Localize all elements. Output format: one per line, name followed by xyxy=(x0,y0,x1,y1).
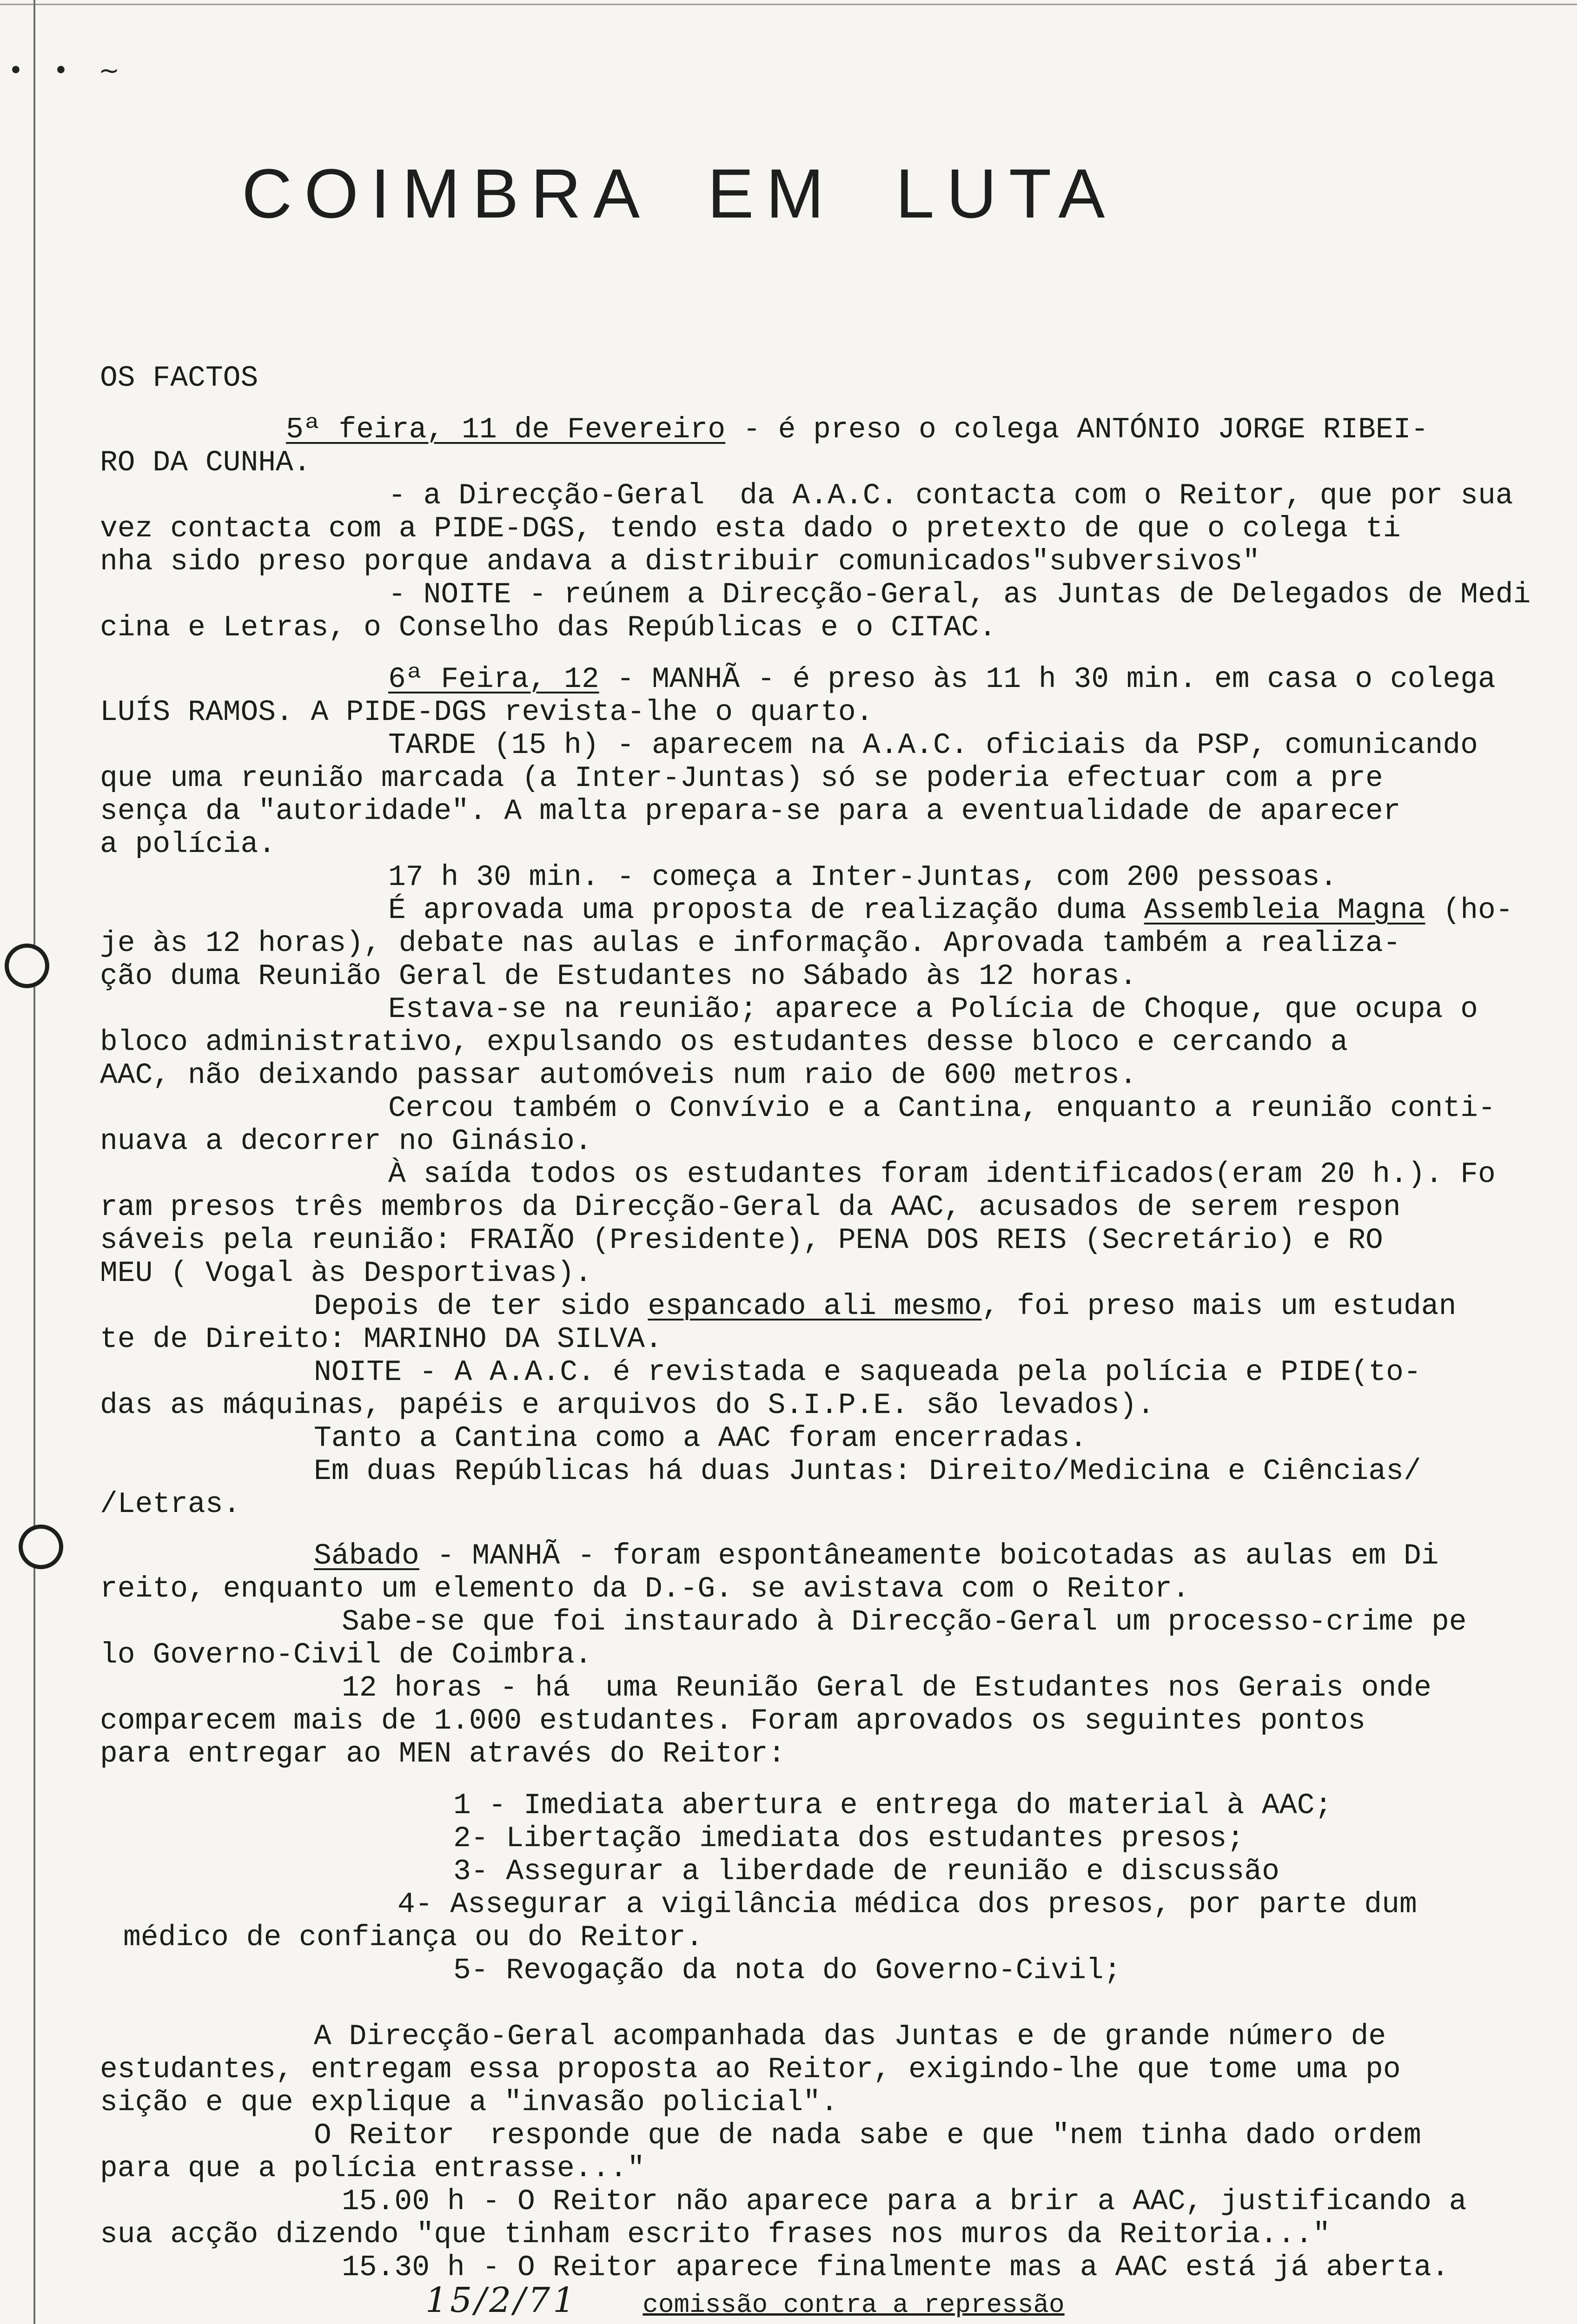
text-line: 12 horas - há uma Reunião Geral de Estudantes nos Gerais onde xyxy=(342,1671,1431,1704)
date-heading: 5ª feira, 11 de Fevereiro xyxy=(286,413,726,446)
text-line: nuava a decorrer no Ginásio. xyxy=(100,1125,592,1158)
committee-signature: comissão contra a repressão xyxy=(643,2290,1065,2320)
text-line: - NOITE - reúnem a Direcção-Geral, as Juntas de Delegados de Medi xyxy=(388,578,1531,611)
text-line: TARDE (15 h) - aparecem na A.A.C. oficiais da PSP, comunicando xyxy=(388,729,1478,762)
text-line: Estava-se na reunião; aparece a Polícia de Choque, que ocupa o xyxy=(388,993,1478,1026)
text-line: lo Governo-Civil de Coimbra. xyxy=(100,1638,592,1671)
text-line: sáveis pela reunião: FRAIÃO (Presidente), PENA DOS REIS (Secretário) e RO xyxy=(100,1224,1383,1257)
text-line: O Reitor responde que de nada sabe e que "nem tinha dado ordem xyxy=(314,2119,1421,2152)
demand-item: 1 - Imediata abertura e entrega do material à AAC; xyxy=(453,1789,1332,1822)
text-line: À saída todos os estudantes foram identificados(eram 20 h.). Fo xyxy=(388,1158,1496,1191)
demand-item: médico de confiança ou do Reitor. xyxy=(123,1921,703,1954)
underlined-phrase: espancado ali mesmo xyxy=(648,1290,982,1323)
text-line: vez contacta com a PIDE-DGS, tendo esta dado o pretexto de que o colega ti xyxy=(100,512,1401,545)
text-line: sença da "autoridade". A malta prepara-se para a eventualidade de aparecer xyxy=(100,795,1401,828)
text-line: je às 12 horas), debate nas aulas e informação. Aprovada também a realiza- xyxy=(100,927,1401,960)
text-line: reito, enquanto um elemento da D.-G. se avistava com o Reitor. xyxy=(100,1572,1190,1605)
document-title: COIMBRA EM LUTA xyxy=(242,154,1117,232)
corner-ink-marks: • • ~ xyxy=(8,56,131,85)
demand-item: 2- Libertação imediata dos estudantes presos; xyxy=(453,1822,1245,1855)
date-heading: Sábado xyxy=(314,1539,419,1572)
handwritten-date: 15/2/71 xyxy=(425,2280,578,2320)
text-line: comparecem mais de 1.000 estudantes. Foram aprovados os seguintes pontos xyxy=(100,1704,1366,1737)
text-line: /Letras. xyxy=(100,1488,241,1521)
text-line: A Direcção-Geral acompanhada das Juntas e de grande número de xyxy=(314,2020,1386,2053)
text-line: cina e Letras, o Conselho das Repúblicas e o CITAC. xyxy=(100,611,997,644)
demand-item: 3- Assegurar a liberdade de reunião e discussão xyxy=(453,1855,1279,1888)
text-line: que uma reunião marcada (a Inter-Juntas) só se poderia efectuar com a pre xyxy=(100,762,1383,795)
text-line: para que a polícia entrasse..." xyxy=(100,2152,645,2185)
demand-item: 5- Revogação da nota do Governo-Civil; xyxy=(453,1954,1121,1987)
text-line: É aprovada uma proposta de realização duma Assembleia Magna (ho- xyxy=(388,894,1513,927)
text-line: - a Direcção-Geral da A.A.C. contacta com o Reitor, que por sua xyxy=(388,479,1513,512)
text-line: ção duma Reunião Geral de Estudantes no Sábado às 12 horas. xyxy=(100,960,1137,993)
text-line: a polícia. xyxy=(100,828,276,861)
text-line: bloco administrativo, expulsando os estudantes desse bloco e cercando a xyxy=(100,1026,1348,1059)
text-line: te de Direito: MARINHO DA SILVA. xyxy=(100,1323,663,1356)
text-line: sição e que explique a "invasão policial". xyxy=(100,2086,838,2119)
text-line: 17 h 30 min. - começa a Inter-Juntas, com 200 pessoas. xyxy=(388,861,1338,894)
demand-item: 4- Assegurar a vigilância médica dos presos, por parte dum xyxy=(398,1888,1417,1921)
text-line: estudantes, entregam essa proposta ao Reitor, exigindo-lhe que tome uma po xyxy=(100,2053,1401,2086)
text-line: AAC, não deixando passar automóveis num raio de 600 metros. xyxy=(100,1059,1137,1092)
text-line: ram presos três membros da Direcção-Geral da AAC, acusados de serem respon xyxy=(100,1191,1401,1224)
text-line: Em duas Repúblicas há duas Juntas: Direito/Medicina e Ciências/ xyxy=(314,1455,1421,1488)
text-line: RO DA CUNHA. xyxy=(100,446,311,479)
text-line: Depois de ter sido espancado ali mesmo, foi preso mais um estudan xyxy=(314,1290,1457,1323)
text-line: nha sido preso porque andava a distribuir comunicados"subversivos" xyxy=(100,545,1260,578)
text-line: Tanto a Cantina como a AAC foram encerradas. xyxy=(314,1422,1087,1455)
top-edge-line xyxy=(0,4,1577,5)
punch-hole-icon xyxy=(5,944,49,988)
signature-line xyxy=(100,2280,1527,2324)
document-body xyxy=(100,362,1531,2324)
text-line: Sábado - MANHÃ - foram espontâneamente boicotadas as aulas em Di xyxy=(314,1539,1439,1572)
text-line: 5ª feira, 11 de Fevereiro - é preso o colega ANTÓNIO JORGE RIBEI- xyxy=(286,413,1429,446)
text-line: 15.00 h - O Reitor não aparece para a brir a AAC, justificando a xyxy=(342,2185,1467,2218)
text-line: NOITE - A A.A.C. é revistada e saqueada pela polícia e PIDE(to- xyxy=(314,1356,1421,1389)
text-line: das as máquinas, papéis e arquivos do S.I.P.E. são levados). xyxy=(100,1389,1155,1422)
text-line: 15.30 h - O Reitor aparece finalmente mas a AAC está já aberta. xyxy=(342,2251,1449,2284)
text-line: Cercou também o Convívio e a Cantina, enquanto a reunião conti- xyxy=(388,1092,1496,1125)
section-heading: OS FACTOS xyxy=(100,362,258,395)
underlined-phrase: Assembleia Magna xyxy=(1144,894,1425,927)
text-line: sua acção dizendo "que tinham escrito frases nos muros da Reitoria..." xyxy=(100,2218,1331,2251)
text-line: Sabe-se que foi instaurado à Direcção-Geral um processo-crime pe xyxy=(342,1605,1467,1638)
text-line: MEU ( Vogal às Desportivas). xyxy=(100,1257,592,1290)
text-line: LUÍS RAMOS. A PIDE-DGS revista-lhe o quarto. xyxy=(100,696,874,729)
left-margin-line xyxy=(33,0,35,2324)
date-heading: 6ª Feira, 12 xyxy=(388,663,599,696)
text-line: 6ª Feira, 12 - MANHÃ - é preso às 11 h 30 min. em casa o colega xyxy=(388,663,1496,696)
punch-hole-icon xyxy=(19,1525,63,1569)
text-line: para entregar ao MEN através do Reitor: xyxy=(100,1737,786,1770)
